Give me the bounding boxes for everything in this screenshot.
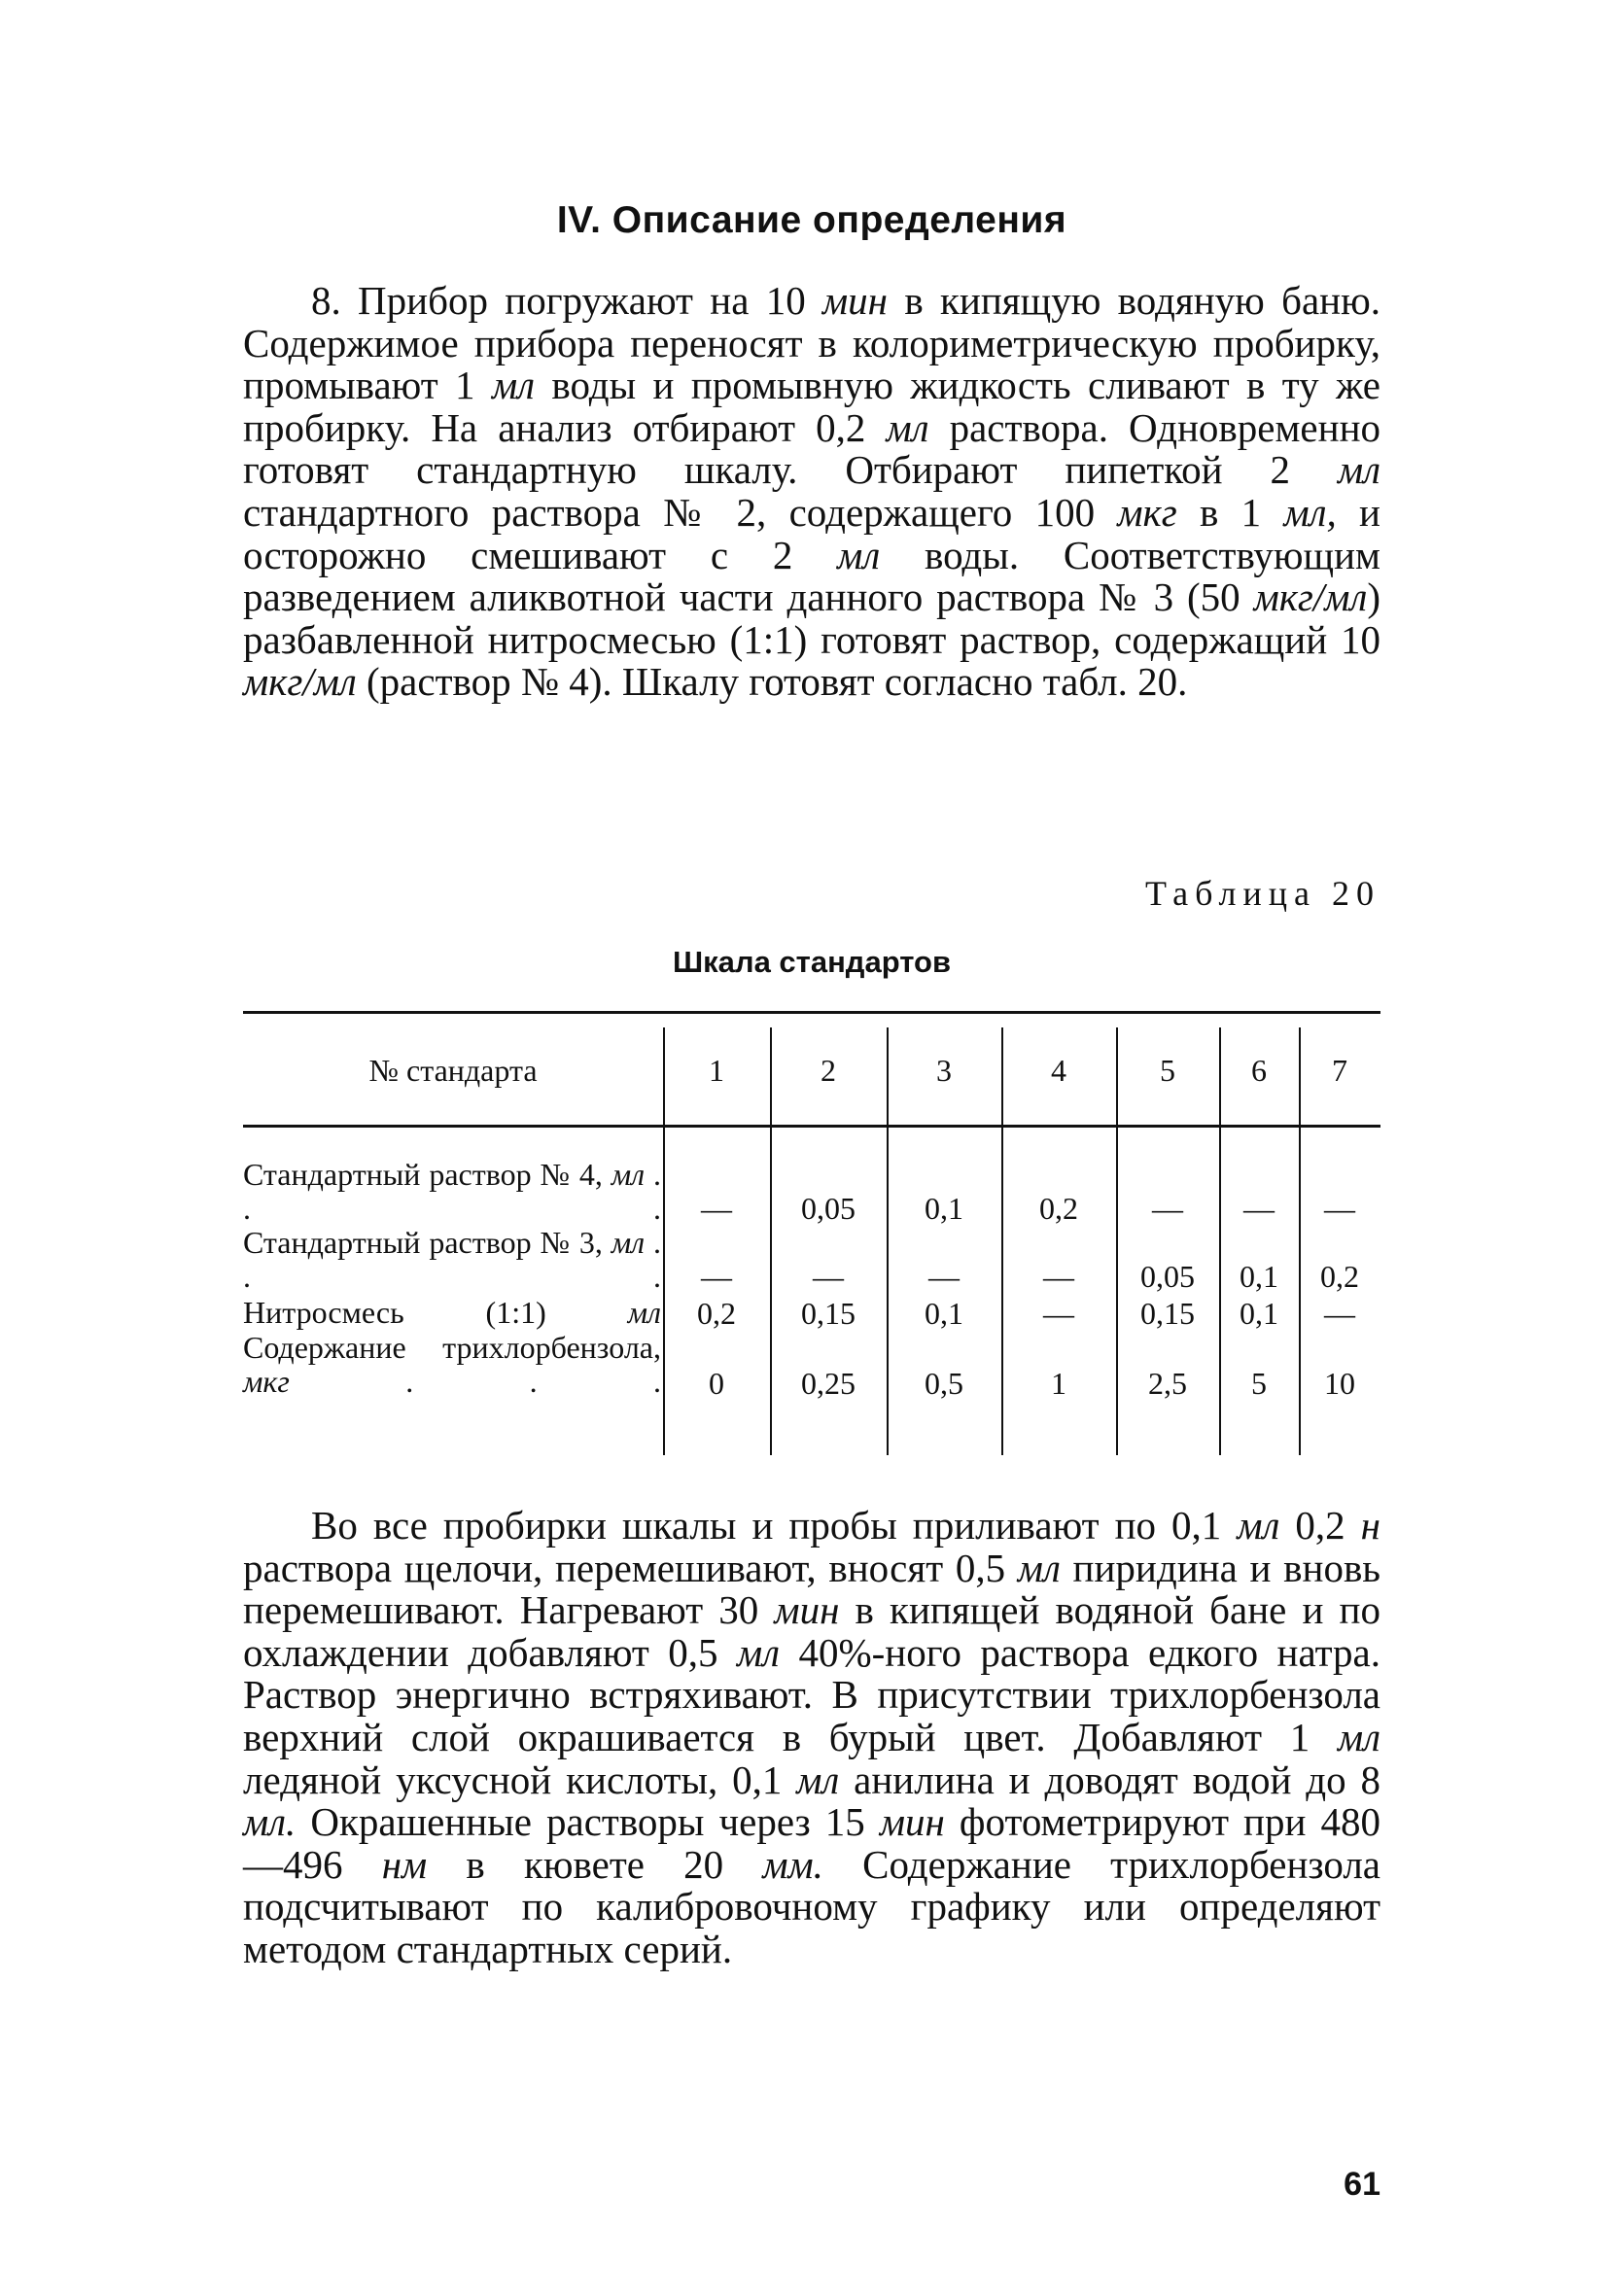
page-number: 61 bbox=[1344, 2166, 1380, 2203]
table-cell: — bbox=[1043, 1296, 1074, 1331]
header-column: 3 bbox=[936, 1053, 952, 1088]
table-cell: 0,5 bbox=[925, 1366, 963, 1401]
standards-table bbox=[243, 1011, 1380, 1442]
table-cell: 10 bbox=[1324, 1366, 1355, 1401]
header-column: 2 bbox=[821, 1053, 836, 1088]
table-cell: — bbox=[1324, 1296, 1355, 1331]
table-cell: 0,15 bbox=[1140, 1296, 1195, 1331]
table-cell: 0,05 bbox=[801, 1191, 856, 1226]
table-cell: — bbox=[1043, 1259, 1074, 1294]
table-cell: 0,1 bbox=[925, 1191, 963, 1226]
paragraph-procedure: 8. Прибор погружают на 10 мин в кипящую водяную баню. Содержимое прибора переносят в колориметрическую пробирку, промывают 1 мл воды и промывную жидкость сливают в ту же пробирку. На анализ отбирают 0,2 мл раствора. Одновременно готовят стандартную шкалу. Отбирают пипеткой 2 мл стандартного раствора № 2, содержащего 100 мкг в 1 мл, и осторожно смешивают с 2 мл воды. Соответствующим разведением аликвотной части данного раствора № 3 (50 мкг/мл) разбавленной нитросмесью (1:1) готовят раствор, содержащий 10 мкг/мл (раствор № 4). Шкалу готовят согласно табл. 20. bbox=[243, 278, 1381, 705]
table-cell: 0,2 bbox=[1039, 1191, 1078, 1226]
table-cell: 0,2 bbox=[697, 1296, 736, 1331]
header-column: 6 bbox=[1251, 1053, 1267, 1088]
table-cell: — bbox=[1152, 1191, 1183, 1226]
table-cell: — bbox=[1243, 1191, 1275, 1226]
paragraph-measurement: Во все пробирки шкалы и пробы приливают по 0,1 мл 0,2 н раствора щелочи, перемешивают, вносят 0,5 мл пиридина и вновь перемешивают. Нагревают 30 мин в кипящей водяной бане и по охлаждении добавляют 0,5 мл 40%-ного раствора едкого натра. Раствор энергично встряхивают. В присутствии трихлорбензола верхний слой окрашивается в бурый цвет. Добавляют 1 мл ледяной уксусной кислоты, 0,1 мл анилина и доводят водой до 8 мл. Окрашенные растворы через 15 мин фотометрируют при 480—496 нм в кювете 20 мм. Содержание трихлорбензола подсчитывают по калибровочному графику или определяют методом стандартных серий. bbox=[243, 1503, 1381, 1971]
table-number-label: Таблица 20 bbox=[1145, 874, 1380, 913]
table-cell: 5 bbox=[1251, 1366, 1267, 1401]
header-column: 1 bbox=[709, 1053, 724, 1088]
table-cell: 0,2 bbox=[1320, 1259, 1359, 1294]
table-cell: 0,05 bbox=[1140, 1259, 1195, 1294]
table-cell: — bbox=[701, 1259, 732, 1294]
table-caption: Шкала стандартов bbox=[672, 945, 952, 979]
table-cell: 0,1 bbox=[925, 1296, 963, 1331]
table-cell: 0,25 bbox=[801, 1366, 856, 1401]
row-label: Стандартный раствор № 4, мл . . . bbox=[243, 1157, 662, 1226]
header-column: 7 bbox=[1332, 1053, 1347, 1088]
row-label: Стандартный раствор № 3, мл . . . bbox=[243, 1225, 662, 1294]
section-heading: IV. Описание определения bbox=[556, 199, 1067, 241]
table-cell: 0 bbox=[709, 1366, 724, 1401]
table-cell: 0,1 bbox=[1240, 1259, 1278, 1294]
table-cell: — bbox=[928, 1259, 960, 1294]
header-standard-number: № стандарта bbox=[368, 1053, 538, 1088]
row-label: Содержание трихлорбензола, мкг . . . bbox=[243, 1330, 661, 1399]
document-page bbox=[243, 0, 1380, 2296]
table-cell: — bbox=[701, 1191, 732, 1226]
header-column: 5 bbox=[1160, 1053, 1175, 1088]
row-label: Нитросмесь (1:1) мл bbox=[243, 1295, 661, 1330]
table-cell: 1 bbox=[1051, 1366, 1066, 1401]
table-cell: 0,1 bbox=[1240, 1296, 1278, 1331]
table-cell: — bbox=[1324, 1191, 1355, 1226]
table-cell: 0,15 bbox=[801, 1296, 856, 1331]
table-cell: — bbox=[813, 1259, 844, 1294]
header-column: 4 bbox=[1051, 1053, 1066, 1088]
table-cell: 2,5 bbox=[1148, 1366, 1187, 1401]
